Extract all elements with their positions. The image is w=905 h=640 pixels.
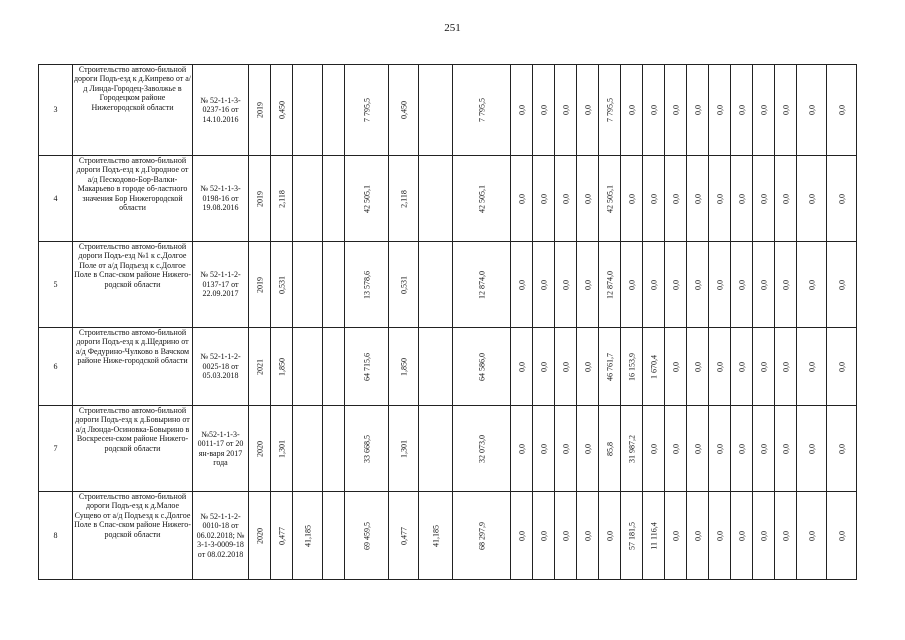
table-row: [39, 156, 857, 242]
permit-info: № 52-1-1-3-0237-16 от 14.10.2016: [193, 65, 249, 156]
value-cell: [687, 65, 709, 156]
value-text: 0,0: [693, 279, 702, 290]
value-cell: [419, 242, 453, 328]
value-cell: [775, 328, 797, 406]
value-cell: [389, 492, 419, 580]
value-cell: [293, 156, 323, 242]
value-cell: [797, 406, 827, 492]
value-cell: [731, 242, 753, 328]
row-number: 7: [39, 406, 73, 492]
value-cell: [511, 156, 533, 242]
value-text: 0,0: [759, 530, 768, 541]
value-text: 2,118: [277, 189, 286, 208]
row-number: 4: [39, 156, 73, 242]
value-cell: [249, 492, 271, 580]
data-table: [38, 64, 857, 580]
value-cell: [731, 328, 753, 406]
value-cell: [389, 242, 419, 328]
value-cell: [731, 492, 753, 580]
value-text: 0,0: [807, 443, 816, 454]
value-cell: [555, 156, 577, 242]
value-cell: [643, 406, 665, 492]
value-cell: [827, 406, 857, 492]
value-cell: [709, 492, 731, 580]
value-cell: [753, 242, 775, 328]
value-cell: [453, 406, 511, 492]
value-text: 41,185: [431, 524, 440, 547]
value-text: 1,850: [399, 357, 408, 376]
value-cell: [271, 328, 293, 406]
value-text: 0,0: [627, 105, 636, 115]
value-text: 0,0: [737, 530, 746, 541]
value-cell: [827, 156, 857, 242]
value-text: 0,0: [837, 193, 846, 204]
value-cell: [709, 406, 731, 492]
value-cell: [555, 242, 577, 328]
value-text: 0,0: [715, 279, 724, 290]
permit-info: № 52-1-1-2-0025-18 от 05.03.2018: [193, 328, 249, 406]
value-text: 0,0: [737, 443, 746, 454]
value-cell: [753, 156, 775, 242]
value-cell: [323, 328, 345, 406]
value-text: 0,0: [837, 361, 846, 372]
object-name: Строительство автомо-бильной дороги Подъ-езд к д.Щедрино от а/д Федурино-Чулково в Вачском районе Ниже-городской области: [73, 328, 193, 406]
value-cell: [687, 492, 709, 580]
value-cell: [511, 242, 533, 328]
value-cell: [533, 492, 555, 580]
value-text: 2019: [255, 190, 264, 207]
value-cell: [599, 156, 621, 242]
value-text: 12 874,0: [605, 270, 614, 299]
value-text: 0,0: [807, 530, 816, 541]
value-cell: [533, 156, 555, 242]
value-text: 33 668,5: [362, 434, 371, 463]
value-cell: [775, 492, 797, 580]
value-cell: [511, 328, 533, 406]
value-cell: [453, 156, 511, 242]
value-cell: [643, 65, 665, 156]
value-text: 0,0: [605, 530, 614, 541]
value-cell: [775, 406, 797, 492]
row-number: 6: [39, 328, 73, 406]
value-text: 0,0: [715, 443, 724, 454]
object-name: Строительство автомо-бильной дороги Подъ-езд к д.Городное от а/д Пескодово-Бор-Валки-Макарьево в городе об-ластного значения Бор Нижегородской области: [73, 156, 193, 242]
value-text: 0,0: [517, 279, 526, 290]
value-text: 0,0: [671, 193, 680, 204]
value-text: 0,0: [759, 443, 768, 454]
value-text: 0,0: [837, 279, 846, 290]
object-name: Строительство автомо-бильной дороги Подъ-езд к д.Малое Сущево от а/д Подъезд к с.Долгое Поле в Спас-ском районе Нижего-родской области: [73, 492, 193, 580]
value-cell: [797, 242, 827, 328]
value-cell: [709, 156, 731, 242]
value-cell: [419, 406, 453, 492]
value-text: 64 715,6: [362, 352, 371, 381]
value-text: 0,0: [539, 443, 548, 454]
value-cell: [555, 328, 577, 406]
value-text: 2021: [255, 358, 264, 375]
value-cell: [511, 406, 533, 492]
value-text: 0,0: [781, 279, 790, 290]
value-text: 11 116,4: [649, 521, 658, 550]
value-cell: [511, 492, 533, 580]
value-text: 0,0: [627, 279, 636, 290]
value-cell: [419, 156, 453, 242]
value-cell: [555, 492, 577, 580]
value-text: 0,531: [277, 275, 286, 294]
value-text: 0,0: [807, 361, 816, 372]
value-text: 0,0: [583, 105, 592, 115]
value-cell: [249, 242, 271, 328]
value-cell: [249, 406, 271, 492]
value-text: 0,0: [759, 361, 768, 372]
value-cell: [643, 156, 665, 242]
value-text: 1,850: [277, 357, 286, 376]
value-cell: [599, 492, 621, 580]
table-row: [39, 242, 857, 328]
table-row: [39, 65, 857, 156]
value-text: 0,0: [561, 193, 570, 204]
value-cell: [753, 492, 775, 580]
value-cell: [389, 156, 419, 242]
value-text: 0,0: [671, 530, 680, 541]
value-text: 42 505,1: [477, 184, 486, 213]
value-text: 0,0: [517, 193, 526, 204]
value-cell: [577, 242, 599, 328]
value-text: 0,0: [737, 105, 746, 115]
value-cell: [731, 156, 753, 242]
value-cell: [453, 65, 511, 156]
value-text: 0,0: [517, 361, 526, 372]
value-cell: [577, 65, 599, 156]
value-text: 0,0: [539, 279, 548, 290]
value-cell: [577, 492, 599, 580]
value-text: 16 153,9: [627, 352, 636, 381]
value-cell: [643, 492, 665, 580]
value-text: 0,0: [693, 105, 702, 115]
value-text: 7 795,5: [477, 98, 486, 122]
value-text: 0,0: [759, 193, 768, 204]
value-text: 0,0: [807, 105, 816, 115]
value-text: 0,0: [737, 361, 746, 372]
row-number: 3: [39, 65, 73, 156]
value-text: 0,0: [781, 193, 790, 204]
value-text: 0,0: [539, 530, 548, 541]
value-cell: [709, 328, 731, 406]
value-cell: [533, 65, 555, 156]
value-text: 85,8: [605, 441, 614, 456]
value-text: 68 297,9: [477, 521, 486, 550]
value-text: 0,0: [807, 193, 816, 204]
value-cell: [293, 406, 323, 492]
value-cell: [753, 328, 775, 406]
page-number: 251: [444, 22, 461, 34]
value-cell: [621, 492, 643, 580]
value-cell: [511, 65, 533, 156]
value-text: 0,0: [561, 443, 570, 454]
value-cell: [345, 492, 389, 580]
value-text: 0,0: [671, 443, 680, 454]
permit-info: №52-1-1-3-0011-17 от 20 ян-варя 2017 года: [193, 406, 249, 492]
value-cell: [249, 65, 271, 156]
value-cell: [555, 65, 577, 156]
value-text: 0,0: [583, 193, 592, 204]
value-text: 0,0: [649, 105, 658, 115]
value-cell: [709, 242, 731, 328]
permit-info: № 52-1-1-2-0137-17 от 22.09.2017: [193, 242, 249, 328]
value-text: 1,301: [399, 439, 408, 458]
value-text: 57 181,5: [627, 521, 636, 550]
value-text: 0,0: [649, 193, 658, 204]
value-text: 0,0: [715, 361, 724, 372]
value-cell: [345, 242, 389, 328]
value-text: 2020: [255, 440, 264, 457]
value-text: 0,0: [583, 443, 592, 454]
value-text: 0,0: [837, 530, 846, 541]
value-cell: [453, 242, 511, 328]
value-text: 32 073,0: [477, 434, 486, 463]
value-text: 0,0: [671, 361, 680, 372]
value-cell: [827, 242, 857, 328]
value-text: 0,0: [715, 105, 724, 115]
value-text: 0,0: [583, 279, 592, 290]
value-text: 0,0: [781, 443, 790, 454]
value-cell: [775, 156, 797, 242]
value-cell: [577, 406, 599, 492]
value-cell: [665, 406, 687, 492]
value-text: 2019: [255, 102, 264, 118]
row-number: 5: [39, 242, 73, 328]
value-text: 0,0: [737, 279, 746, 290]
value-text: 0,0: [583, 361, 592, 372]
value-text: 7 795,5: [362, 98, 371, 122]
permit-info: № 52-1-1-3-0198-16 от 19.08.2016: [193, 156, 249, 242]
value-text: 0,0: [781, 361, 790, 372]
value-cell: [797, 156, 827, 242]
value-cell: [687, 156, 709, 242]
value-text: 0,0: [583, 530, 592, 541]
value-text: 0,0: [781, 530, 790, 541]
value-cell: [323, 406, 345, 492]
value-text: 0,0: [693, 443, 702, 454]
value-text: 0,0: [517, 443, 526, 454]
value-cell: [293, 492, 323, 580]
table-row: [39, 492, 857, 580]
value-cell: [687, 242, 709, 328]
value-cell: [665, 492, 687, 580]
value-text: 0,0: [837, 443, 846, 454]
value-text: 0,0: [517, 530, 526, 541]
value-cell: [827, 492, 857, 580]
value-text: 41,185: [303, 524, 312, 547]
value-cell: [599, 328, 621, 406]
value-cell: [555, 406, 577, 492]
value-text: 64 586,0: [477, 352, 486, 381]
value-cell: [419, 492, 453, 580]
value-cell: [293, 65, 323, 156]
value-text: 0,450: [277, 101, 286, 119]
value-text: 42 505,1: [362, 184, 371, 213]
value-cell: [271, 492, 293, 580]
value-text: 0,0: [561, 105, 570, 115]
value-cell: [389, 406, 419, 492]
value-cell: [345, 156, 389, 242]
value-cell: [709, 65, 731, 156]
value-cell: [453, 328, 511, 406]
value-cell: [621, 242, 643, 328]
value-text: 0,0: [561, 361, 570, 372]
value-text: 0,0: [627, 193, 636, 204]
value-text: 2019: [255, 276, 264, 293]
value-text: 0,0: [693, 193, 702, 204]
value-cell: [323, 65, 345, 156]
value-cell: [293, 328, 323, 406]
value-cell: [345, 65, 389, 156]
object-name: Строительство автомо-бильной дороги Подъ-езд к д.Бовырино от а/д Люнда-Осиновка-Бовырино в Воскресен-ском районе Нижего-родской области: [73, 406, 193, 492]
value-text: 0,0: [737, 193, 746, 204]
value-cell: [797, 65, 827, 156]
value-cell: [827, 328, 857, 406]
value-cell: [323, 156, 345, 242]
value-text: 1 670,4: [649, 354, 658, 379]
value-cell: [323, 242, 345, 328]
value-text: 31 987,2: [627, 434, 636, 463]
value-text: 0,0: [561, 530, 570, 541]
value-cell: [271, 156, 293, 242]
value-text: 0,0: [807, 279, 816, 290]
value-text: 0,0: [693, 361, 702, 372]
value-cell: [323, 492, 345, 580]
value-text: 0,0: [539, 361, 548, 372]
value-cell: [665, 65, 687, 156]
value-cell: [345, 328, 389, 406]
value-cell: [731, 65, 753, 156]
value-cell: [665, 242, 687, 328]
value-text: 0,0: [671, 105, 680, 115]
object-name: Строительство автомо-бильной дороги Подъ-езд к д.Кипрево от а/д Линда-Городец-Заволжье в Городецком районе Нижегородской области: [73, 65, 193, 156]
value-cell: [753, 65, 775, 156]
value-text: 12 874,0: [477, 270, 486, 299]
value-text: 2020: [255, 527, 264, 544]
value-text: 42 505,1: [605, 184, 614, 213]
value-text: 0,0: [561, 279, 570, 290]
value-cell: [621, 406, 643, 492]
permit-info: № 52-1-1-2-0010-18 от 06.02.2018; № 3-1-3-0009-18 от 08.02.2018: [193, 492, 249, 580]
value-cell: [797, 492, 827, 580]
value-cell: [249, 156, 271, 242]
value-cell: [621, 65, 643, 156]
value-text: 69 459,5: [362, 521, 371, 550]
value-cell: [753, 406, 775, 492]
value-cell: [271, 242, 293, 328]
value-cell: [775, 242, 797, 328]
value-cell: [797, 328, 827, 406]
value-cell: [621, 328, 643, 406]
value-text: 7 795,5: [605, 98, 614, 122]
row-number: 8: [39, 492, 73, 580]
value-cell: [731, 406, 753, 492]
value-cell: [533, 242, 555, 328]
value-cell: [687, 406, 709, 492]
value-text: 0,0: [759, 279, 768, 290]
value-cell: [827, 65, 857, 156]
value-text: 46 761,7: [605, 352, 614, 381]
value-cell: [293, 242, 323, 328]
value-cell: [271, 65, 293, 156]
value-text: 0,0: [693, 530, 702, 541]
value-text: 0,0: [539, 105, 548, 115]
value-cell: [643, 242, 665, 328]
value-cell: [621, 156, 643, 242]
value-cell: [249, 328, 271, 406]
value-text: 0,0: [715, 530, 724, 541]
value-text: 0,0: [671, 279, 680, 290]
table-row: [39, 406, 857, 492]
value-text: 0,0: [649, 279, 658, 290]
object-name: Строительство автомо-бильной дороги Подъ-езд №1 к с.Долгое Поле от а/д Подъезд к с.Долгое Поле в Спас-ском районе Нижего-родской области: [73, 242, 193, 328]
value-text: 0,0: [715, 193, 724, 204]
value-text: 0,531: [399, 275, 408, 294]
value-cell: [665, 156, 687, 242]
value-cell: [389, 65, 419, 156]
value-cell: [271, 406, 293, 492]
value-text: 0,477: [399, 526, 408, 545]
value-cell: [533, 328, 555, 406]
table-row: [39, 328, 857, 406]
value-cell: [419, 328, 453, 406]
value-cell: [599, 242, 621, 328]
value-cell: [643, 328, 665, 406]
value-cell: [599, 406, 621, 492]
value-text: 1,301: [277, 439, 286, 458]
value-cell: [577, 156, 599, 242]
value-text: 0,0: [539, 193, 548, 204]
value-cell: [599, 65, 621, 156]
value-cell: [533, 406, 555, 492]
value-cell: [419, 65, 453, 156]
value-text: 13 578,6: [362, 270, 371, 299]
value-text: 0,0: [649, 443, 658, 454]
value-text: 0,450: [399, 101, 408, 119]
value-text: 0,0: [759, 105, 768, 115]
value-cell: [775, 65, 797, 156]
value-cell: [665, 328, 687, 406]
value-cell: [687, 328, 709, 406]
value-text: 0,0: [781, 105, 790, 115]
value-text: 0,477: [277, 526, 286, 545]
value-cell: [345, 406, 389, 492]
value-text: 0,0: [837, 105, 846, 115]
value-cell: [453, 492, 511, 580]
value-cell: [389, 328, 419, 406]
value-cell: [577, 328, 599, 406]
value-text: 2,118: [399, 189, 408, 208]
value-text: 0,0: [517, 105, 526, 115]
